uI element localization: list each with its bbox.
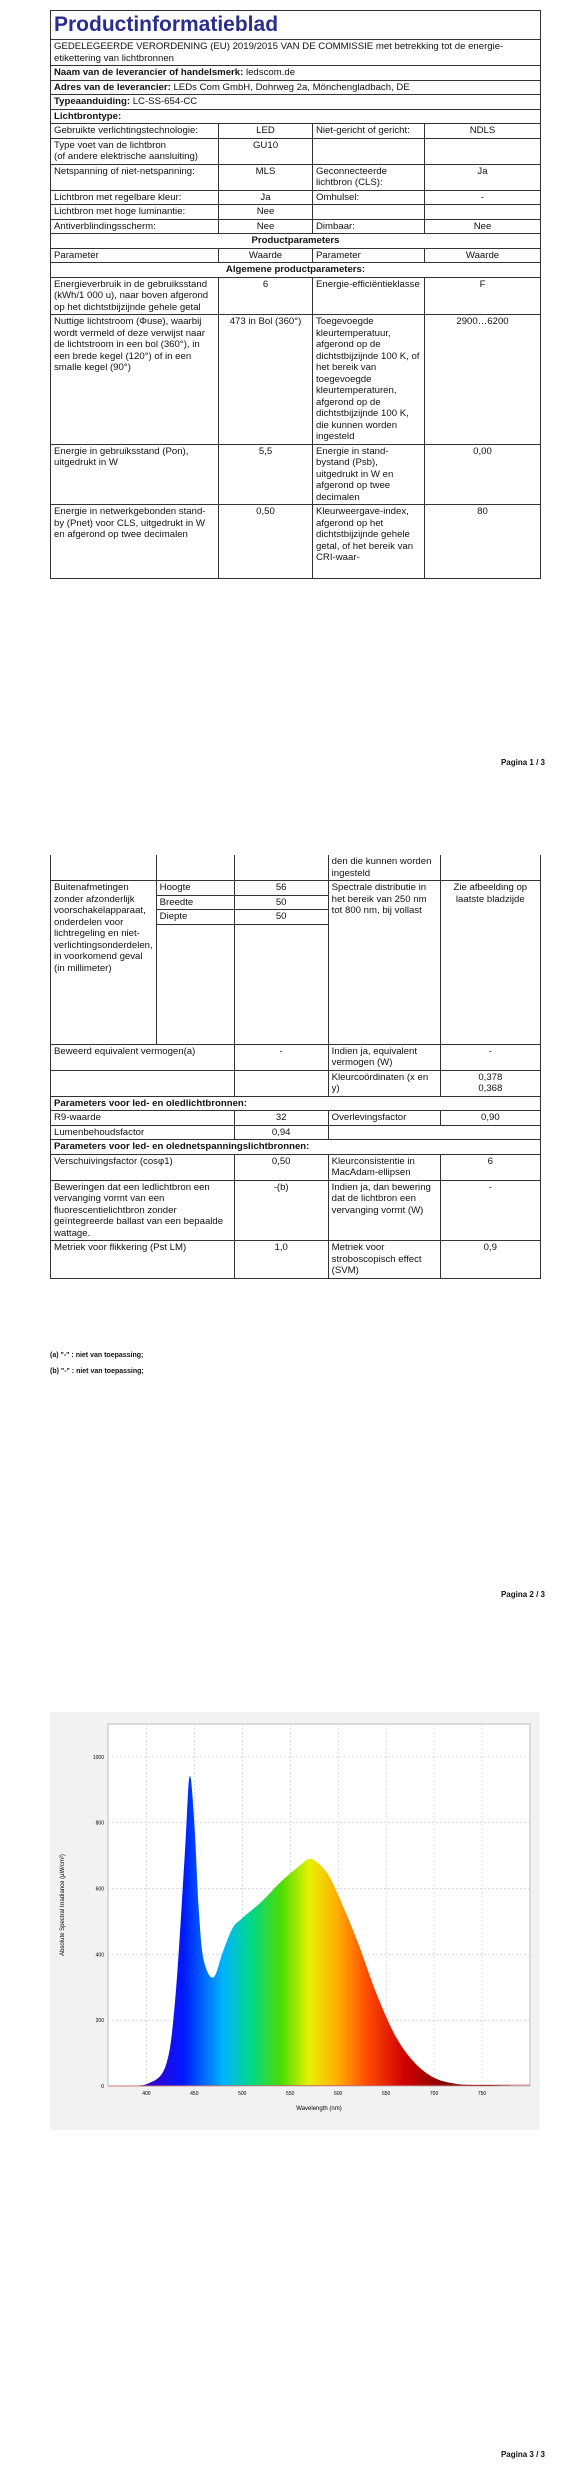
col-param-1: Parameter xyxy=(51,248,219,263)
energy-on-label: Energieverbruik in de gebruiksstand (kWh/1 000 u), naar boven afgerond op het dichtstbijzijnde gehele getal xyxy=(51,277,219,315)
footnote-a: (a) "-" : niet van toepassing; xyxy=(50,1352,144,1359)
info-table-page-2 xyxy=(50,855,541,1279)
y-tick-label: 800 xyxy=(95,1820,104,1827)
nondirectional-value: NDLS xyxy=(425,124,541,139)
cct-label: Toegevoegde kleurtemperatuur, afgerond op de dichtstbijzijnde 100 K, of het bereik van toegevoegde kleurtemperaturen, afgerond op de dichtstbijzijnde 100 K, die kunnen worden ingesteld xyxy=(313,315,425,445)
flicker-label: Metriek voor flikkering (Pst LM) xyxy=(51,1241,235,1279)
r9-label: R9-waarde xyxy=(51,1111,235,1126)
regulation-text: GEDELEGEERDE VERORDENING (EU) 2019/2015 VAN DE COMMISSIE met betrekking tot de energie-etikettering van lichtbronnen xyxy=(51,40,541,66)
pon-value: 5,5 xyxy=(219,444,313,505)
flux-value: 473 in Bol (360°) xyxy=(219,315,313,445)
depth-label: Diepte xyxy=(156,910,234,925)
y-tick-label: 0 xyxy=(101,2084,104,2090)
page-number-3: Pagina 3 / 3 xyxy=(500,2450,545,2459)
footnote-b: (b) "-" : niet van toepassing; xyxy=(50,1368,144,1375)
y-tick-label: 600 xyxy=(95,1886,104,1893)
width-value: 50 xyxy=(234,895,328,910)
info-table-page-1 xyxy=(50,10,541,579)
macadam-value: 6 xyxy=(440,1154,540,1180)
fluor-value: -(b) xyxy=(234,1180,328,1241)
x-tick-label: 700 xyxy=(429,2091,439,2097)
tunable-label: Lichtbron met regelbare kleur: xyxy=(51,190,219,205)
y-axis-label: Absolute Spectral Irradiance (µW/cm²) xyxy=(60,1854,66,1956)
col-value-2: Waarde xyxy=(425,248,541,263)
cri-value: 80 xyxy=(425,505,541,579)
psb-label: Energie in stand-bystand (Psb), uitgedrukt in W en afgerond op twee decimalen xyxy=(313,444,425,505)
fluor-label: Beweringen dat een ledlichtbron een vervanging vormt van een fluorescentielichtbron zonder geïntegreerde ballast van een bepaalde wattage. xyxy=(51,1180,235,1241)
tech-label: Gebruikte verlichtingstechnologie: xyxy=(51,124,219,139)
pnet-value: 0,50 xyxy=(219,505,313,579)
dimmable-value: Nee xyxy=(425,219,541,234)
dims-label: Buitenafmetingen zonder afzonderlijk voorschakelapparaat, onderdelen voor lichtregeling en niet-verlichtingsonderdelen, in voorkomend geval (in millimeter) xyxy=(51,881,157,1045)
cap-label: Type voet van de lichtbron (of andere elektrische aansluiting) xyxy=(51,138,219,164)
fluor-yes-value: - xyxy=(440,1180,540,1241)
spectrum-chart xyxy=(50,1712,540,2130)
equiv-yes-label: Indien ja, equivalent vermogen (W) xyxy=(328,1044,440,1070)
x-tick-label: 450 xyxy=(190,2091,199,2097)
cls-label: Geconnecteerde lichtbron (CLS): xyxy=(313,164,425,190)
height-label: Hoogte xyxy=(156,881,234,896)
cap-value: GU10 xyxy=(219,138,313,164)
y-tick-label: 400 xyxy=(95,1952,104,1959)
cri-label: Kleurweergave-index, afgerond op het dichtstbijzijnde gehele getal, of het bereik van CRI-waar- xyxy=(313,505,425,579)
spectrum-svg xyxy=(50,1712,540,2130)
page-2 xyxy=(50,855,541,1279)
page-number-2: Pagina 2 / 3 xyxy=(500,1590,545,1599)
equiv-yes-value: - xyxy=(440,1044,540,1070)
psb-value: 0,00 xyxy=(425,444,541,505)
pnet-label: Energie in netwerkgebonden stand-by (Pnet) voor CLS, uitgedrukt in W en afgerond op twee decimalen xyxy=(51,505,219,579)
model-row: Typeaanduiding: LC-SS-654-CC xyxy=(51,95,541,110)
mains-label: Netspanning of niet-netspanning: xyxy=(51,164,219,190)
x-axis-label: Wavelength (nm) xyxy=(296,2106,342,2112)
cosphi-label: Verschuivingsfactor (cosφ1) xyxy=(51,1154,235,1180)
page-number-1: Pagina 1 / 3 xyxy=(500,758,545,767)
supplier-address-row: Adres van de leverancier: LEDs Com GmbH, Dohrweg 2a, Mönchengladbach, DE xyxy=(51,80,541,95)
cosphi-value: 0,50 xyxy=(234,1154,328,1180)
fluor-yes-label: Indien ja, dan bewering dat de lichtbron een vervanging vormt (W) xyxy=(328,1180,440,1241)
flicker-value: 1,0 xyxy=(234,1241,328,1279)
width-label: Breedte xyxy=(156,895,234,910)
y-tick-label: 1000 xyxy=(92,1754,104,1761)
strobo-value: 0,9 xyxy=(440,1241,540,1279)
spd-value: Zie afbeelding op laatste bladzijde xyxy=(440,881,540,1045)
x-tick-label: 600 xyxy=(334,2091,343,2097)
chroma-value: 0,378 0,368 xyxy=(440,1070,540,1096)
hlls-value: Nee xyxy=(219,205,313,220)
strobo-label: Metriek voor stroboscopisch effect (SVM) xyxy=(328,1241,440,1279)
led-params-heading: Parameters voor led- en oledlichtbronnen: xyxy=(51,1096,541,1111)
spd-label: Spectrale distributie in het bereik van 250 nm tot 800 nm, bij vollast xyxy=(328,881,440,1045)
equiv-power-value: - xyxy=(234,1044,328,1070)
envelope-label: Omhulsel: xyxy=(313,190,425,205)
energy-class-label: Energie-efficiëntieklasse xyxy=(313,277,425,315)
cct-value: 2900…6200 xyxy=(425,315,541,445)
pon-label: Energie in gebruiksstand (Pon), uitgedrukt in W xyxy=(51,444,219,505)
antiglare-label: Antiverblindingsscherm: xyxy=(51,219,219,234)
tech-value: LED xyxy=(219,124,313,139)
x-tick-label: 750 xyxy=(477,2091,487,2097)
hlls-label: Lichtbron met hoge luminantie: xyxy=(51,205,219,220)
page-1 xyxy=(50,10,541,579)
envelope-value: - xyxy=(425,190,541,205)
macadam-label: Kleurconsistentie in MacAdam-ellipsen xyxy=(328,1154,440,1180)
x-tick-label: 650 xyxy=(381,2091,391,2097)
y-tick-label: 200 xyxy=(95,2018,104,2025)
led-mls-params-heading: Parameters voor led- en olednetspanningslichtbronnen: xyxy=(51,1140,541,1155)
document-title: Productinformatieblad xyxy=(51,11,541,40)
height-value: 56 xyxy=(234,881,328,896)
col-param-2: Parameter xyxy=(313,248,425,263)
x-tick-label: 400 xyxy=(142,2091,151,2097)
r9-value: 32 xyxy=(234,1111,328,1126)
x-tick-label: 550 xyxy=(286,2091,295,2097)
lightsource-type-heading: Lichtbrontype: xyxy=(51,109,541,124)
survival-value: 0,90 xyxy=(440,1111,540,1126)
lumen-maint-label: Lumenbehoudsfactor xyxy=(51,1125,235,1140)
supplier-name-row: Naam van de leverancier of handelsmerk: ledscom.de xyxy=(51,66,541,81)
lumen-maint-value: 0,94 xyxy=(234,1125,328,1140)
tunable-value: Ja xyxy=(219,190,313,205)
dimmable-label: Dimbaar: xyxy=(313,219,425,234)
survival-label: Overlevingsfactor xyxy=(328,1111,440,1126)
energy-on-value: 6 xyxy=(219,277,313,315)
antiglare-value: Nee xyxy=(219,219,313,234)
mains-value: MLS xyxy=(219,164,313,190)
general-params-heading: Algemene productparameters: xyxy=(51,263,541,278)
energy-class-value: F xyxy=(425,277,541,315)
flux-label: Nuttige lichtstroom (Φuse), waarbij wordt vermeld of deze verwijst naar de lichtstroom in een bol (360°), in een brede kegel (120°) of in een smalle kegel (90°) xyxy=(51,315,219,445)
nondirectional-label: Niet-gericht of gericht: xyxy=(313,124,425,139)
cls-value: Ja xyxy=(425,164,541,190)
cri-label-cont: den die kunnen worden ingesteld xyxy=(328,855,440,881)
chroma-label: Kleurcoördinaten (x en y) xyxy=(328,1070,440,1096)
equiv-power-label: Beweerd equivalent vermogen(a) xyxy=(51,1044,235,1070)
col-value-1: Waarde xyxy=(219,248,313,263)
x-tick-label: 500 xyxy=(238,2091,247,2097)
product-params-heading: Productparameters xyxy=(51,234,541,249)
depth-value: 50 xyxy=(234,910,328,925)
